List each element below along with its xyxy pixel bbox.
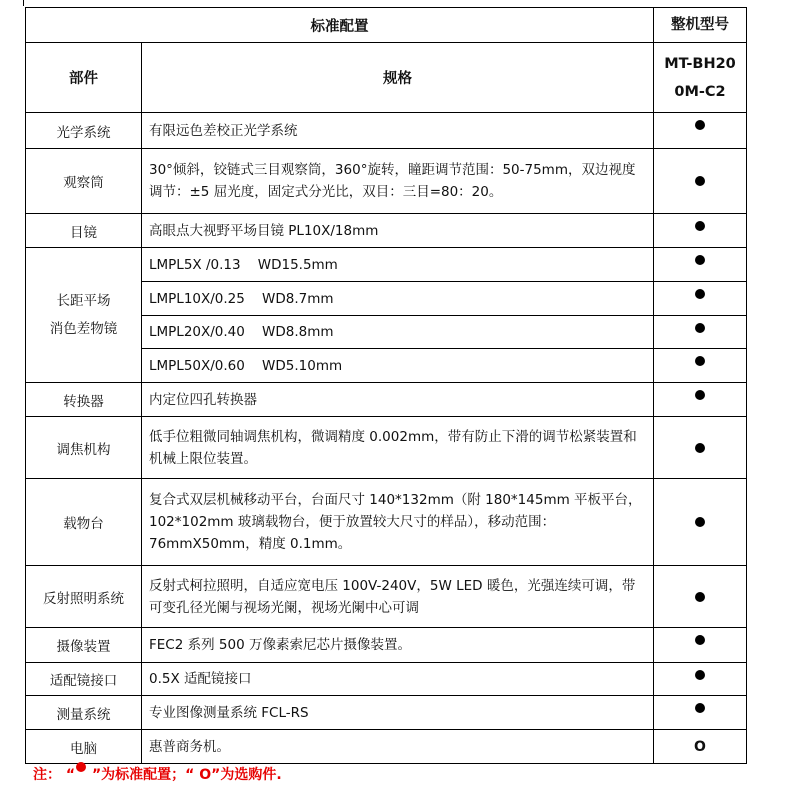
standard-dot-icon (695, 323, 705, 333)
table-row (26, 730, 747, 764)
standard-dot-icon (695, 443, 705, 453)
spec-cell: 惠普商务机。 (142, 730, 654, 764)
standard-config-heading: 标准配置 (26, 8, 654, 43)
lens-spec-cell: LMPL5X /0.13 WD15.5mm (142, 248, 654, 282)
standard-dot-icon (76, 762, 86, 772)
optional-mark (654, 730, 747, 764)
note-o-symbol: O (199, 767, 212, 783)
standard-dot-icon (695, 176, 705, 186)
lens-spec-cell: LMPL20X/0.40 WD8.8mm (142, 316, 654, 349)
table-row (26, 566, 747, 628)
spec-cell: 0.5X 适配镜接口 (142, 663, 654, 696)
table-row (26, 149, 747, 214)
table-row (26, 383, 747, 417)
top-edge-mark (23, 0, 24, 6)
standard-mark (654, 149, 747, 214)
standard-mark (654, 663, 747, 696)
standard-mark (654, 316, 747, 349)
table-row (26, 214, 747, 248)
table-row (26, 479, 747, 566)
standard-mark (654, 214, 747, 248)
standard-mark (654, 248, 747, 282)
model-number-line1: MT-BH20 (664, 55, 736, 72)
header-row-2 (26, 43, 747, 113)
note-prefix: 注： “ (33, 767, 76, 783)
configuration-table (25, 7, 747, 764)
standard-dot-icon (695, 289, 705, 299)
table-row (26, 663, 747, 696)
note-suffix: ”为选购件. (211, 767, 282, 783)
part-cell: 反射照明系统 (26, 566, 142, 628)
standard-mark (654, 349, 747, 383)
note-middle: ”为标准配置；“ (87, 767, 200, 783)
spec-cell: 复合式双层机械移动平台，台面尺寸 140*132mm（附 180*145mm 平板平台，102*102mm 玻璃载物台，便于放置较大尺寸的样品），移动范围：76mmX50mm，精度 0.1mm。 (142, 479, 654, 566)
spec-cell: 有限远色差校正光学系统 (142, 113, 654, 149)
lens-spec-cell: LMPL10X/0.25 WD8.7mm (142, 282, 654, 316)
standard-dot-icon (695, 635, 705, 645)
standard-mark (654, 282, 747, 316)
standard-mark (654, 479, 747, 566)
standard-dot-icon (695, 221, 705, 231)
part-cell: 转换器 (26, 383, 142, 417)
part-cell: 光学系统 (26, 113, 142, 149)
table-row (26, 696, 747, 730)
part-cell: 摄像装置 (26, 628, 142, 663)
part-cell: 适配镜接口 (26, 663, 142, 696)
spec-cell: 反射式柯拉照明，自适应宽电压 100V-240V，5W LED 暖色，光强连续可调，带可变孔径光阑与视场光阑，视场光阑中心可调 (142, 566, 654, 628)
part-cell: 测量系统 (26, 696, 142, 730)
standard-mark (654, 113, 747, 149)
part-cell: 电脑 (26, 730, 142, 764)
model-number-line2: 0M-C2 (674, 83, 726, 100)
spec-cell: 专业图像测量系统 FCL-RS (142, 696, 654, 730)
standard-dot-icon (695, 592, 705, 602)
standard-mark (654, 417, 747, 479)
standard-dot-icon (695, 390, 705, 400)
model-heading: 整机型号 (654, 8, 747, 43)
model-number (654, 43, 747, 113)
spec-cell: 内定位四孔转换器 (142, 383, 654, 417)
header-row-1 (26, 8, 747, 43)
table-row (26, 417, 747, 479)
standard-dot-icon (695, 120, 705, 130)
standard-mark (654, 628, 747, 663)
table-row (26, 248, 747, 282)
table-row (26, 628, 747, 663)
legend-note (33, 762, 282, 784)
part-cell: 调焦机构 (26, 417, 142, 479)
objective-part-line2: 消色差物镜 (49, 321, 118, 337)
standard-dot-icon (695, 517, 705, 527)
part-heading: 部件 (26, 43, 142, 113)
spec-cell: FEC2 系列 500 万像素索尼芯片摄像装置。 (142, 628, 654, 663)
spec-cell: 高眼点大视野平场目镜 PL10X/18mm (142, 214, 654, 248)
standard-dot-icon (695, 670, 705, 680)
standard-dot-icon (695, 255, 705, 265)
part-cell: 目镜 (26, 214, 142, 248)
optional-mark-text: O (694, 738, 706, 755)
part-cell: 载物台 (26, 479, 142, 566)
spec-heading: 规格 (142, 43, 654, 113)
standard-mark (654, 696, 747, 730)
table-row (26, 113, 747, 149)
lens-spec-cell: LMPL50X/0.60 WD5.10mm (142, 349, 654, 383)
standard-dot-icon (695, 703, 705, 713)
standard-mark (654, 566, 747, 628)
part-cell: 观察筒 (26, 149, 142, 214)
standard-dot-icon (695, 356, 705, 366)
spec-cell: 30°倾斜，铰链式三目观察筒，360°旋转，瞳距调节范围：50-75mm，双边视度调节：±5 屈光度，固定式分光比，双目：三目=80：20。 (142, 149, 654, 214)
objective-part-cell (26, 248, 142, 383)
spec-cell: 低手位粗微同轴调焦机构，微调精度 0.002mm，带有防止下滑的调节松紧装置和机械上限位装置。 (142, 417, 654, 479)
standard-mark (654, 383, 747, 417)
objective-part-line1: 长距平场 (56, 293, 111, 309)
